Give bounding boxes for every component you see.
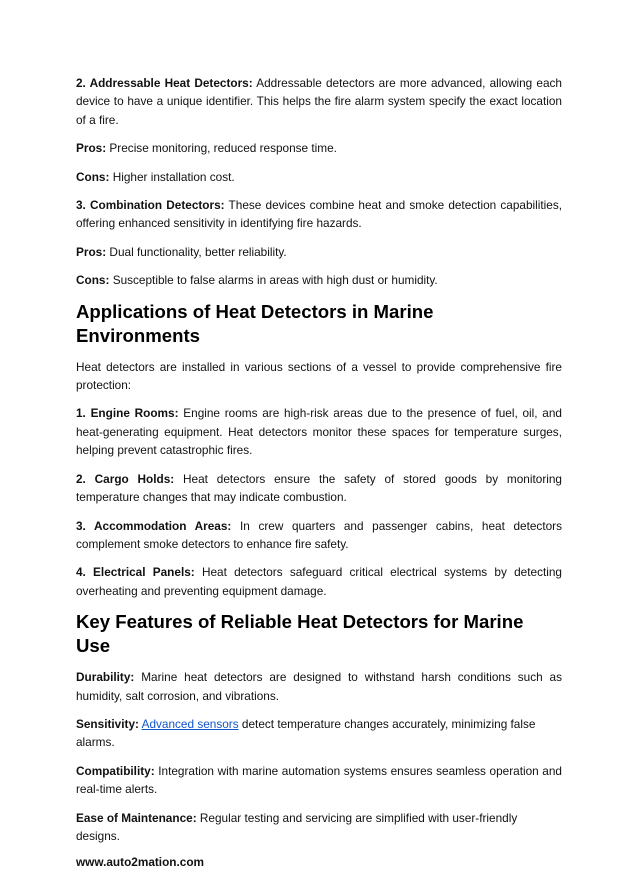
application-item-cargo-holds — [76, 470, 562, 507]
combination-detectors-paragraph — [76, 196, 562, 233]
application-item-label: 3. Accommodation Areas: — [76, 518, 232, 533]
application-item-accommodation-areas — [76, 517, 562, 554]
applications-heading: Applications of Heat Detectors in Marine Environments — [76, 300, 434, 346]
combination-detectors-label: 3. Combination Detectors: — [76, 198, 225, 213]
feature-compatibility — [76, 762, 562, 799]
pros-text: Dual functionality, better reliability. — [106, 244, 287, 259]
addressable-cons-paragraph — [76, 168, 562, 186]
combination-detectors-text: These devices combine heat and smoke detection capabilities, offering enhanced sensitivity in identifying fire hazards. — [76, 198, 562, 231]
feature-label: Ease of Maintenance: — [76, 810, 197, 825]
cons-text: Higher installation cost. — [109, 169, 235, 184]
pros-label: Pros: — [76, 141, 107, 156]
feature-label: Sensitivity: — [76, 716, 139, 731]
applications-intro: Heat detectors are installed in various sections of a vessel to provide comprehensive fire protection: — [76, 359, 562, 393]
application-item-label: 2. Cargo Holds: — [76, 471, 175, 486]
cons-text: Susceptible to false alarms in areas with high dust or humidity. — [109, 273, 438, 288]
pros-label: Pros: — [76, 244, 107, 259]
application-item-label: 1. Engine Rooms: — [76, 406, 179, 421]
application-item-electrical-panels — [76, 563, 562, 600]
combination-cons-paragraph — [76, 271, 562, 289]
key-features-heading: Key Features of Reliable Heat Detectors for Marine Use — [76, 611, 524, 657]
advanced-sensors-link[interactable]: Advanced sensors — [141, 716, 239, 731]
addressable-detectors-text: Addressable detectors are more advanced, allowing each device to have a unique identifier. This helps the fire alarm system specify the exact location of a fire. — [76, 76, 562, 127]
application-item-text: Engine rooms are high-risk areas due to the presence of fuel, oil, and heat-generating equipment. Heat detectors monitor these spaces for temperature surges, helping prevent catastrophic fires. — [76, 406, 562, 458]
feature-label: Compatibility: — [76, 763, 155, 778]
cons-label: Cons: — [76, 273, 110, 288]
feature-sensitivity — [76, 715, 562, 752]
feature-maintenance — [76, 809, 562, 846]
addressable-detectors-paragraph — [76, 74, 562, 129]
addressable-pros-paragraph — [76, 139, 562, 157]
application-item-label: 4. Electrical Panels: — [76, 565, 195, 580]
application-item-text: Heat detectors safeguard critical electrical systems by detecting overheating and preventing equipment damage. — [76, 565, 562, 598]
feature-text: Integration with marine automation systems ensures seamless operation and real-time alerts. — [76, 763, 562, 797]
application-item-engine-rooms — [76, 404, 562, 459]
application-item-text: In crew quarters and passenger cabins, heat detectors complement smoke detectors to enhance fire safety. — [76, 518, 562, 551]
feature-text: Marine heat detectors are designed to withstand harsh conditions such as humidity, salt corrosion, and vibrations. — [76, 670, 562, 703]
combination-pros-paragraph — [76, 243, 562, 261]
application-item-text: Heat detectors ensure the safety of stored goods by monitoring temperature changes that may indicate combustion. — [76, 471, 562, 505]
addressable-detectors-label: 2. Addressable Heat Detectors: — [76, 76, 253, 90]
feature-text: detect temperature changes accurately, minimizing false alarms. — [76, 716, 536, 750]
website-footer: www.auto2mation.com — [76, 855, 205, 869]
feature-durability — [76, 668, 562, 705]
feature-text: Regular testing and servicing are simplified with user-friendly designs. — [76, 810, 518, 843]
pros-text: Precise monitoring, reduced response time. — [106, 141, 337, 156]
feature-label: Durability: — [76, 670, 135, 685]
cons-label: Cons: — [76, 169, 110, 184]
